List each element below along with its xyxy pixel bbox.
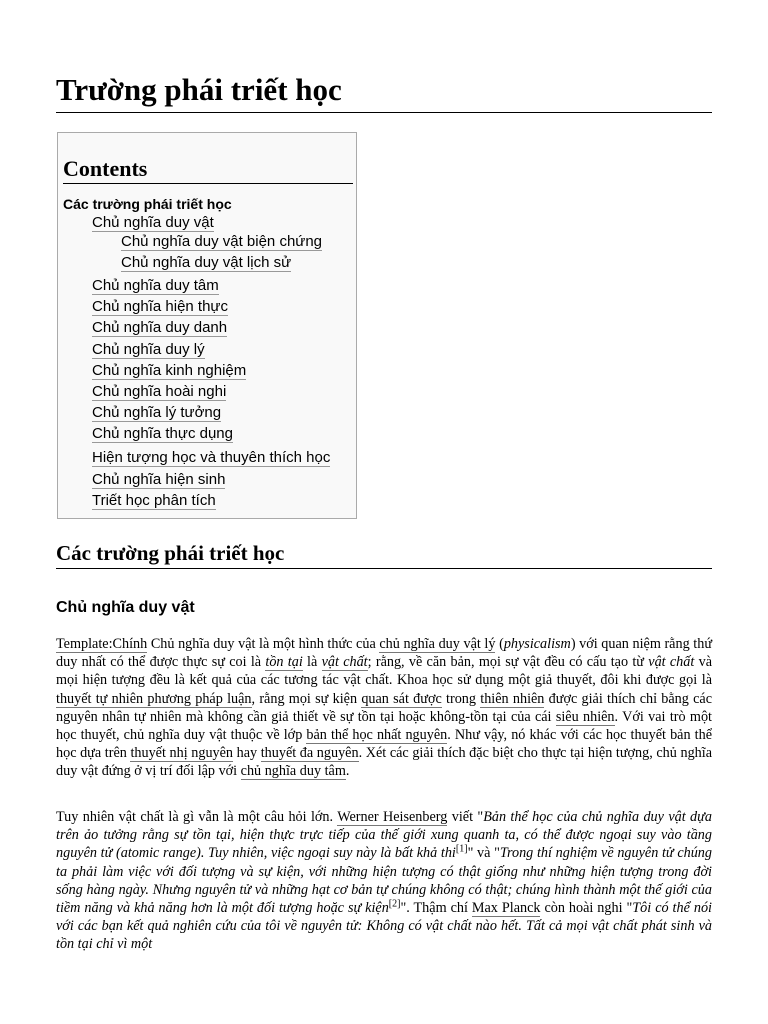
toc-item-thuc-dung[interactable]: Chủ nghĩa thực dụng: [92, 425, 233, 442]
toc-item-duy-vat-lich-su[interactable]: Chủ nghĩa duy vật lịch sử: [121, 254, 292, 271]
toc-item-kinh-nghiem[interactable]: Chủ nghĩa kinh nghiệm: [92, 362, 247, 379]
link-thuyet-nhi-nguyen[interactable]: thuyết nhị nguyên: [130, 745, 234, 762]
link-sieu-nhien[interactable]: siêu nhiên: [555, 708, 615, 725]
toc-item-hien-thuc[interactable]: Chủ nghĩa hiện thực: [92, 298, 228, 315]
link-vat-chat[interactable]: vật chất: [321, 654, 368, 671]
link-thien-nhien[interactable]: thiên nhiên: [480, 690, 545, 707]
paragraph-what-is-matter: [56, 808, 712, 954]
text: là: [302, 654, 322, 671]
quote-planck: Tôi có thể nói với các bạn kết quả nghiên cứu của tôi về nguyên tử: Không có vật chất nào hết. Tất cả mọi vật chất phát sinh và tồn tại chỉ vì một: [56, 900, 712, 953]
text: . Như vậy, nó khác với các học thuyết bản thể học dựa trên: [56, 727, 712, 762]
toc-item-hoai-nghi[interactable]: Chủ nghĩa hoài nghi: [92, 383, 227, 400]
link-thuyet-da-nguyen[interactable]: thuyết đa nguyên: [260, 745, 359, 762]
text: ) với quan niệm rằng thứ duy nhất có thể được thực sự coi là: [56, 636, 713, 671]
toc-item-duy-danh[interactable]: Chủ nghĩa duy danh: [92, 319, 228, 336]
reference-2[interactable]: [2]: [388, 898, 401, 910]
link-chu-nghia-duy-tam[interactable]: chủ nghĩa duy tâm: [240, 763, 346, 780]
toc-item-hien-tuong-hoc[interactable]: Hiện tượng học và thuyên thích học: [92, 449, 331, 466]
text: hay: [233, 745, 261, 762]
text: ; rằng, về căn bản, mọi sự vật đều có cấu tạo từ: [367, 654, 649, 671]
italic-text: physicalism: [503, 636, 571, 652]
text: ". Thậm chí: [400, 900, 472, 917]
link-ton-tai[interactable]: tồn tại: [265, 654, 303, 671]
paragraph-materialism-intro: [56, 635, 712, 781]
toc-item-duy-vat[interactable]: Chủ nghĩa duy vật: [92, 214, 214, 231]
page-title: Trường phái triết học: [56, 70, 712, 113]
text: , rằng mọi sự kiện: [251, 690, 362, 707]
link-werner-heisenberg[interactable]: Werner Heisenberg: [337, 809, 448, 825]
subsection-heading: Chủ nghĩa duy vật: [56, 599, 195, 616]
link-thuyet-tu-nhien[interactable]: thuyết tự nhiên phương pháp luận: [56, 690, 252, 707]
table-of-contents: [57, 132, 357, 519]
text: trong: [441, 690, 481, 707]
text: .: [345, 763, 350, 780]
toc-item-phan-tich[interactable]: Triết học phân tích: [92, 492, 216, 509]
text: được giải thích chỉ bằng các nguyên nhân tự nhiên mà không cần giả thiết về sự tồn tại hoặc không-tồn tại của cái: [56, 690, 713, 725]
quote-heisenberg-2: Trong thí nghiệm về nguyên tử chúng ta phải làm việc với đối tượng và sự kiện, với những hiện tượng có thật giống như những hiện tượng trong đời sống hàng ngày. Nhưng nguyên tử và những hạt cơ bản tự chúng không có thật; chúng hình thành một thế giới của tiềm năng và khả năng hơn là một đối tượng hoặc sự kiện: [56, 845, 712, 917]
quote-heisenberg-1: Bản thể học của chủ nghĩa duy vật dựa trên ảo tưởng rằng sự tồn tại, hiện thực trực tiếp của thế giới xung quanh ta, có thể được ngoại suy vào tầng nguyên tử (atomic range). Tuy nhiên, việc ngoại suy này là bất khả thi: [56, 809, 712, 862]
text: Tuy nhiên vật chất là gì vẫn là một câu hỏi lớn.: [56, 809, 338, 825]
toc-heading: Contents: [63, 155, 353, 184]
link-chu-nghia-duy-vat-ly[interactable]: chủ nghĩa duy vật lý: [379, 636, 496, 652]
text: Chủ nghĩa duy vật là một hình thức của: [147, 636, 380, 652]
text: . Với vai trò một học thuyết, chủ nghĩa duy vật thuộc về lớp: [56, 708, 712, 744]
text: " và ": [467, 845, 500, 862]
toc-item-duy-tam[interactable]: Chủ nghĩa duy tâm: [92, 277, 219, 294]
link-max-planck[interactable]: Max Planck: [471, 900, 541, 917]
text: (: [495, 636, 504, 652]
toc-item-hien-sinh[interactable]: Chủ nghĩa hiện sinh: [92, 471, 226, 488]
toc-item-cac-truong-phai[interactable]: Các trường phái triết học: [63, 196, 232, 212]
toc-item-ly-tuong[interactable]: Chủ nghĩa lý tưởng: [92, 404, 222, 421]
reference-1[interactable]: [1]: [455, 843, 468, 855]
toc-item-duy-ly[interactable]: Chủ nghĩa duy lý: [92, 341, 205, 358]
link-quan-sat-duoc[interactable]: quan sát được: [361, 690, 442, 707]
section-heading: Các trường phái triết học: [56, 540, 712, 569]
text: viết ": [447, 809, 484, 825]
italic-text: vật chất: [648, 654, 695, 671]
text: còn hoài nghi ": [540, 900, 633, 917]
text: . Xét các giải thích đặc biệt cho thực tại hiện tượng, chủ nghĩa duy vật đứng ở vị trí đối lập với: [56, 745, 712, 780]
text: và mọi hiện tượng đều là kết quả của các tương tác vật chất. Khoa học sử dụng một giả thuyết, đôi khi được gọi là: [56, 654, 712, 689]
link-ban-the-hoc-nhat-nguyen[interactable]: bản thể học nhất nguyên: [306, 727, 448, 744]
toc-item-duy-vat-bien-chung[interactable]: Chủ nghĩa duy vật biện chứng: [121, 233, 323, 250]
template-link[interactable]: Template:Chính: [56, 636, 148, 652]
